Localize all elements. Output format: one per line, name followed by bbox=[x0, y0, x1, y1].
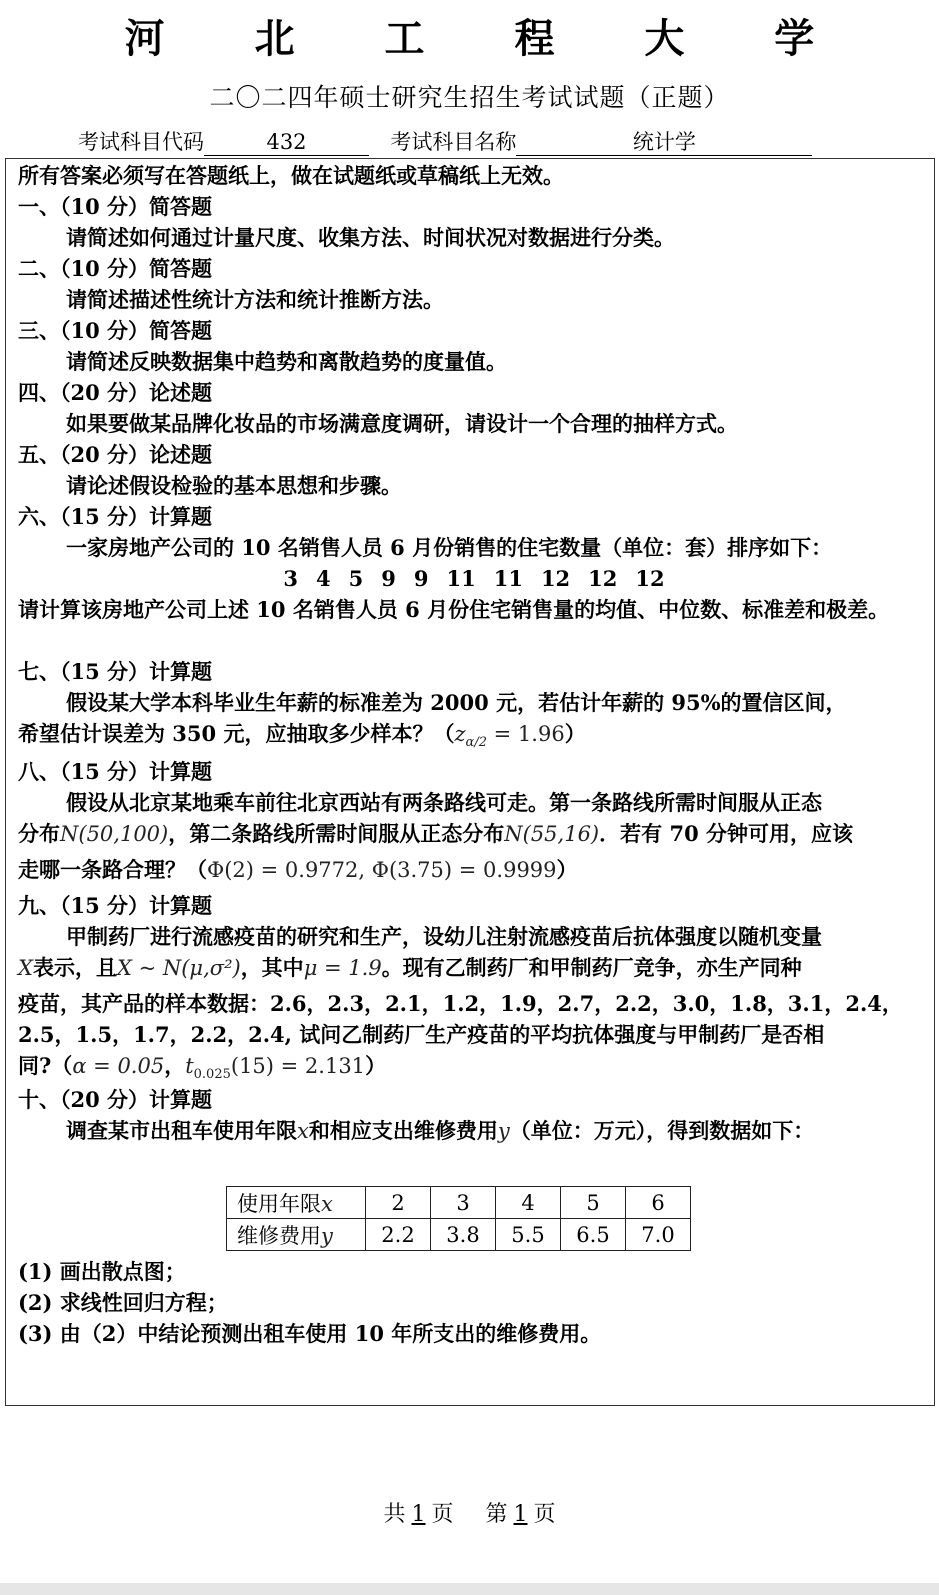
page-footer: 共 1 页 第 1 页 bbox=[383, 1502, 556, 1527]
exam-title: 二〇二四年硕士研究生招生考试试题（正题） bbox=[209, 83, 730, 112]
q10-part-2: (2) 求线性回归方程； bbox=[18, 1290, 228, 1315]
q8-body3: 走哪一条路合理？（Φ(2) = 0.9772, Φ(3.75) = 0.9999） bbox=[18, 857, 578, 882]
q8-title: 八、（15 分）计算题 bbox=[18, 759, 213, 784]
subject-line bbox=[78, 126, 858, 158]
dist1: N(50,100) bbox=[60, 822, 169, 846]
q4-title: 四、（20 分）论述题 bbox=[18, 380, 213, 405]
q6-numbers bbox=[18, 563, 930, 594]
q6-number: 11 bbox=[446, 566, 476, 591]
data-table bbox=[226, 1186, 691, 1251]
z-subscript: α/2 bbox=[465, 735, 487, 751]
total-pages: 1 bbox=[411, 1502, 426, 1527]
table-row bbox=[227, 1187, 691, 1219]
table-header-years: 使用年限x bbox=[227, 1187, 366, 1219]
q7-title: 七、（15 分）计算题 bbox=[18, 659, 213, 684]
q2-title: 二、（10 分）简答题 bbox=[18, 256, 213, 281]
mu-value: μ = 1.9 bbox=[303, 956, 382, 980]
z-formula: z bbox=[454, 722, 466, 746]
q3-body: 请简述反映数据集中趋势和离散趋势的度量值。 bbox=[66, 349, 507, 374]
var-x: x bbox=[297, 1119, 309, 1143]
var-y: y bbox=[497, 1119, 510, 1143]
notice: 所有答案必须写在答题纸上，做在试题纸或草稿纸上无效。 bbox=[18, 163, 564, 188]
dist2: N(55,16) bbox=[504, 822, 600, 846]
x-dist: X ~ N(μ,σ²) bbox=[116, 956, 241, 980]
q10-part-3: (3) 由（2）中结论预测出租车使用 10 年所支出的维修费用。 bbox=[18, 1321, 602, 1346]
q3-title: 三、（10 分）简答题 bbox=[18, 318, 213, 343]
t-stat: t bbox=[185, 1054, 194, 1078]
q9-body1: 甲制药厂进行流感疫苗的研究和生产，设幼儿注射流感疫苗后抗体强度以随机变量 bbox=[66, 924, 822, 949]
phi-values: Φ(2) = 0.9772, Φ(3.75) = 0.9999 bbox=[207, 858, 557, 882]
university-title: 河 北 工 程 大 学 bbox=[124, 15, 853, 62]
subject-name-label: 考试科目名称 bbox=[390, 130, 517, 154]
q5-body: 请论述假设检验的基本思想和步骤。 bbox=[66, 473, 402, 498]
q8-body2: 分布N(50,100)，第二条路线所需时间服从正态分布N(55,16)．若有 70 分钟可用，应该 bbox=[18, 821, 853, 846]
q6-number: 12 bbox=[540, 566, 571, 591]
alpha-value: α = 0.05 bbox=[72, 1054, 165, 1078]
bottom-scroll-bar bbox=[0, 1583, 939, 1595]
q8-body1: 假设从北京某地乘车前往北京西站有两条路线可走。第一条路线所需时间服从正态 bbox=[66, 790, 822, 815]
q6-number: 4 bbox=[315, 566, 331, 591]
question-content bbox=[18, 160, 930, 1146]
table-cell: 3 bbox=[431, 1187, 496, 1219]
t-value: (15) = 2.131 bbox=[230, 1054, 366, 1078]
q6-number: 9 bbox=[413, 566, 429, 591]
table-cell: 5 bbox=[561, 1187, 626, 1219]
var-x: X bbox=[18, 956, 33, 980]
table-cell: 2 bbox=[366, 1187, 431, 1219]
q2-body: 请简述描述性统计方法和统计推断方法。 bbox=[66, 287, 444, 312]
q6-number: 12 bbox=[588, 566, 618, 591]
table-cell: 4 bbox=[496, 1187, 561, 1219]
q10-body1: 调查某市出租车使用年限x和相应支出维修费用y（单位：万元），得到数据如下： bbox=[66, 1118, 815, 1143]
q6-body2: 请计算该房地产公司上述 10 名销售人员 6 月份住宅销售量的均值、中位数、标准差和极差。 bbox=[18, 597, 890, 622]
q9-body4: 2.5，1.5，1.7，2.2，2.4, 试问乙制药厂生产疫苗的平均抗体强度与甲制药厂是否相 bbox=[18, 1022, 825, 1047]
table-cell: 3.8 bbox=[431, 1219, 496, 1251]
q5-title: 五、（20 分）论述题 bbox=[18, 442, 213, 467]
q7-body1: 假设某大学本科毕业生年薪的标准差为 2000 元，若估计年薪的 95%的置信区间， bbox=[66, 690, 847, 715]
subject-code-value: 432 bbox=[204, 129, 369, 156]
q6-number: 11 bbox=[493, 566, 523, 591]
z-value: = 1.96 bbox=[486, 722, 565, 746]
q6-number: 9 bbox=[381, 566, 396, 591]
q6-number: 12 bbox=[635, 566, 665, 591]
q9-body5: 同?（α = 0.05，$t_{0.025}(15) = 2.131$） bbox=[18, 1053, 387, 1083]
page-number: 1 bbox=[513, 1502, 528, 1527]
subject-name-value: 统计学 bbox=[516, 129, 812, 156]
q9-body2: X表示，且X ~ N(μ,σ²)，其中μ = 1.9。现有乙制药厂和甲制药厂竞争，亦生产同种 bbox=[18, 955, 802, 980]
q7-body2: 希望估计误差为 350 元，应抽取多少样本？$(z_{\alpha/2} = 1.96)$ bbox=[18, 721, 586, 751]
q1-title: 一、（10 分）简答题 bbox=[18, 194, 213, 219]
table-row bbox=[227, 1219, 691, 1251]
q10-title: 十、（20 分）计算题 bbox=[18, 1087, 213, 1112]
t-subscript: 0.025 bbox=[193, 1067, 231, 1083]
table-cell: 2.2 bbox=[366, 1219, 431, 1251]
q10-part-1: (1) 画出散点图； bbox=[18, 1259, 186, 1284]
table-cell: 6.5 bbox=[561, 1219, 626, 1251]
table-cell: 7.0 bbox=[626, 1219, 691, 1251]
q9-title: 九、（15 分）计算题 bbox=[18, 893, 213, 918]
table-cell: 5.5 bbox=[496, 1219, 561, 1251]
q9-body3: 疫苗，其产品的样本数据：2.6，2.3，2.1，1.2，1.9，2.7，2.2，3.0，1.8，3.1，2.4， bbox=[18, 991, 903, 1016]
q4-body: 如果要做某品牌化妆品的市场满意度调研，请设计一个合理的抽样方式。 bbox=[66, 411, 738, 436]
q6-body1: 一家房地产公司的 10 名销售人员 6 月份销售的住宅数量（单位：套）排序如下： bbox=[66, 535, 833, 560]
q6-number: 5 bbox=[348, 566, 364, 591]
subject-code-label: 考试科目代码 bbox=[78, 130, 204, 154]
q6-number: 3 bbox=[283, 566, 298, 591]
q1-body: 请简述如何通过计量尺度、收集方法、时间状况对数据进行分类。 bbox=[66, 225, 675, 250]
table-header-costs: 维修费用y bbox=[227, 1219, 366, 1251]
q6-title: 六、（15 分）计算题 bbox=[18, 504, 213, 529]
q10-parts bbox=[18, 1256, 930, 1349]
table-cell: 6 bbox=[626, 1187, 691, 1219]
